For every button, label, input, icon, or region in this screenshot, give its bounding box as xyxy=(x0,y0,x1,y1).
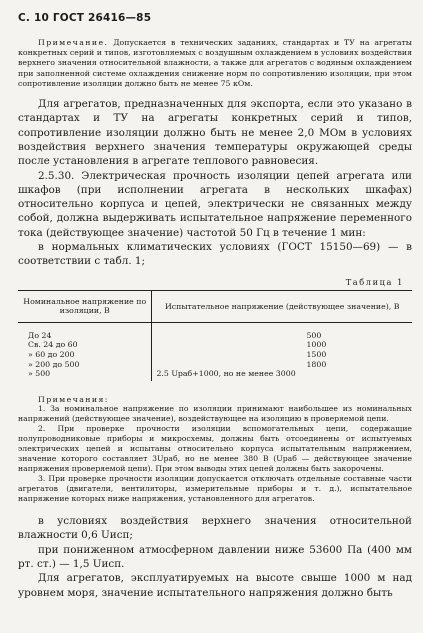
table-row xyxy=(18,322,412,340)
cell-nominal: » 500 xyxy=(18,369,152,381)
para-pressure: при пониженном атмосферном давлении ниже 53600 Па (400 мм рт. ст.) — 1,5 Uисп. xyxy=(18,543,412,570)
cell-nominal: » 60 до 200 xyxy=(18,350,152,360)
notes-title: Примечания: xyxy=(38,395,109,405)
table-header-nominal: Номинальное напряжение по изоляции, В xyxy=(18,290,152,322)
cell-nominal: До 24 xyxy=(18,322,152,340)
cell-nominal: » 200 до 500 xyxy=(18,360,152,370)
document-page xyxy=(18,12,412,600)
note-top-lead: Примечание. xyxy=(38,38,109,47)
cell-test: 1500 xyxy=(306,349,327,359)
note-item: 2. При проверке прочности изоляции вспомогательных цепи, содержащие полупроводниковые приборы и микросхемы, должны быть отсоединены от испытуемых электрических цепей и испытаны относительно корпуса испытательным напряжением, значение которого составляет 3Uраб, но не менее 380 В (Uраб — действующее значение напряжения проверяемой цепи). При этом выводы этих цепей должны быть закорочены. xyxy=(18,424,412,474)
note-item: 1. За номинальное напряжение по изоляции принимают наибольшее из номинальных напряжений (действующее значение), воздействующее на изоляцию в проверяемой цепи. xyxy=(18,404,412,424)
cell-test: 2.5 Uраб+1000, но не менее 3000 xyxy=(156,369,296,379)
voltage-table xyxy=(18,290,412,382)
table-title: Таблица 1 xyxy=(345,276,404,287)
note-top-text: Допускается в технических заданиях, стандартах и ТУ на агрегаты конкретных серий и типов, изготовляемых с воздушным охлаждением в условиях воздействия верхнего значения относительной влажности, а также для агрегатов с водяным охлаждением при заполненной системе охлаждения снижение норм по сопротивлению изоляции, при этом сопротивление изоляции должно быть не менее 75 кОм. xyxy=(18,38,412,88)
cell-test: 1800 xyxy=(306,359,327,369)
cell-test: 500 xyxy=(306,330,322,340)
table-row xyxy=(18,369,412,381)
table-row xyxy=(18,340,412,350)
note-item: 3. При проверке прочности изоляции допускается отключать отдельные составные части агрегатов (двигатели, вентиляторы, измерительные приборы и т. д.), испытательное напряжение которых ниже напряжения, установленного для агрегатов. xyxy=(18,474,412,504)
cell-nominal: Св. 24 до 60 xyxy=(18,340,152,350)
table-row xyxy=(18,350,412,360)
para-2530: 2.5.30. Электрическая прочность изоляции цепей агрегата или шкафов (при исполнении агрегата в нескольких шкафах) относительно корпуса и цепей, электрически не связанных между собой, должна выдерживать испытательное напряжение переменного тока (действующее значение) частотой 50 Гц в течение 1 мин: xyxy=(18,169,412,239)
para-normal-conditions: в нормальных климатических условиях (ГОСТ 15150—69) — в соответствии с табл. 1; xyxy=(18,240,412,268)
para-humidity: в условиях воздействия верхнего значения относительной влажности 0,6 Uисп; xyxy=(18,515,412,542)
table-header-test: Испытательное напряжение (действующее значение), В xyxy=(152,290,412,322)
table-row xyxy=(18,360,412,370)
page-header: С. 10 ГОСТ 26416—85 xyxy=(18,12,152,24)
para-altitude: Для агрегатов, эксплуатируемых на высоте свыше 1000 м над уровнем моря, значение испытательного напряжения должно быть xyxy=(18,572,412,599)
para-export: Для агрегатов, предназначенных для экспорта, если это указано в стандартах и ТУ на агрегаты конкретных серий и типов, сопротивление изоляции должно быть не менее 2,0 МОм в условиях воздействия верхнего значения температуры окружающей среды после установления в агрегате теплового равновесия. xyxy=(18,98,412,168)
note-top xyxy=(18,38,412,89)
cell-test: 1000 xyxy=(306,340,327,350)
